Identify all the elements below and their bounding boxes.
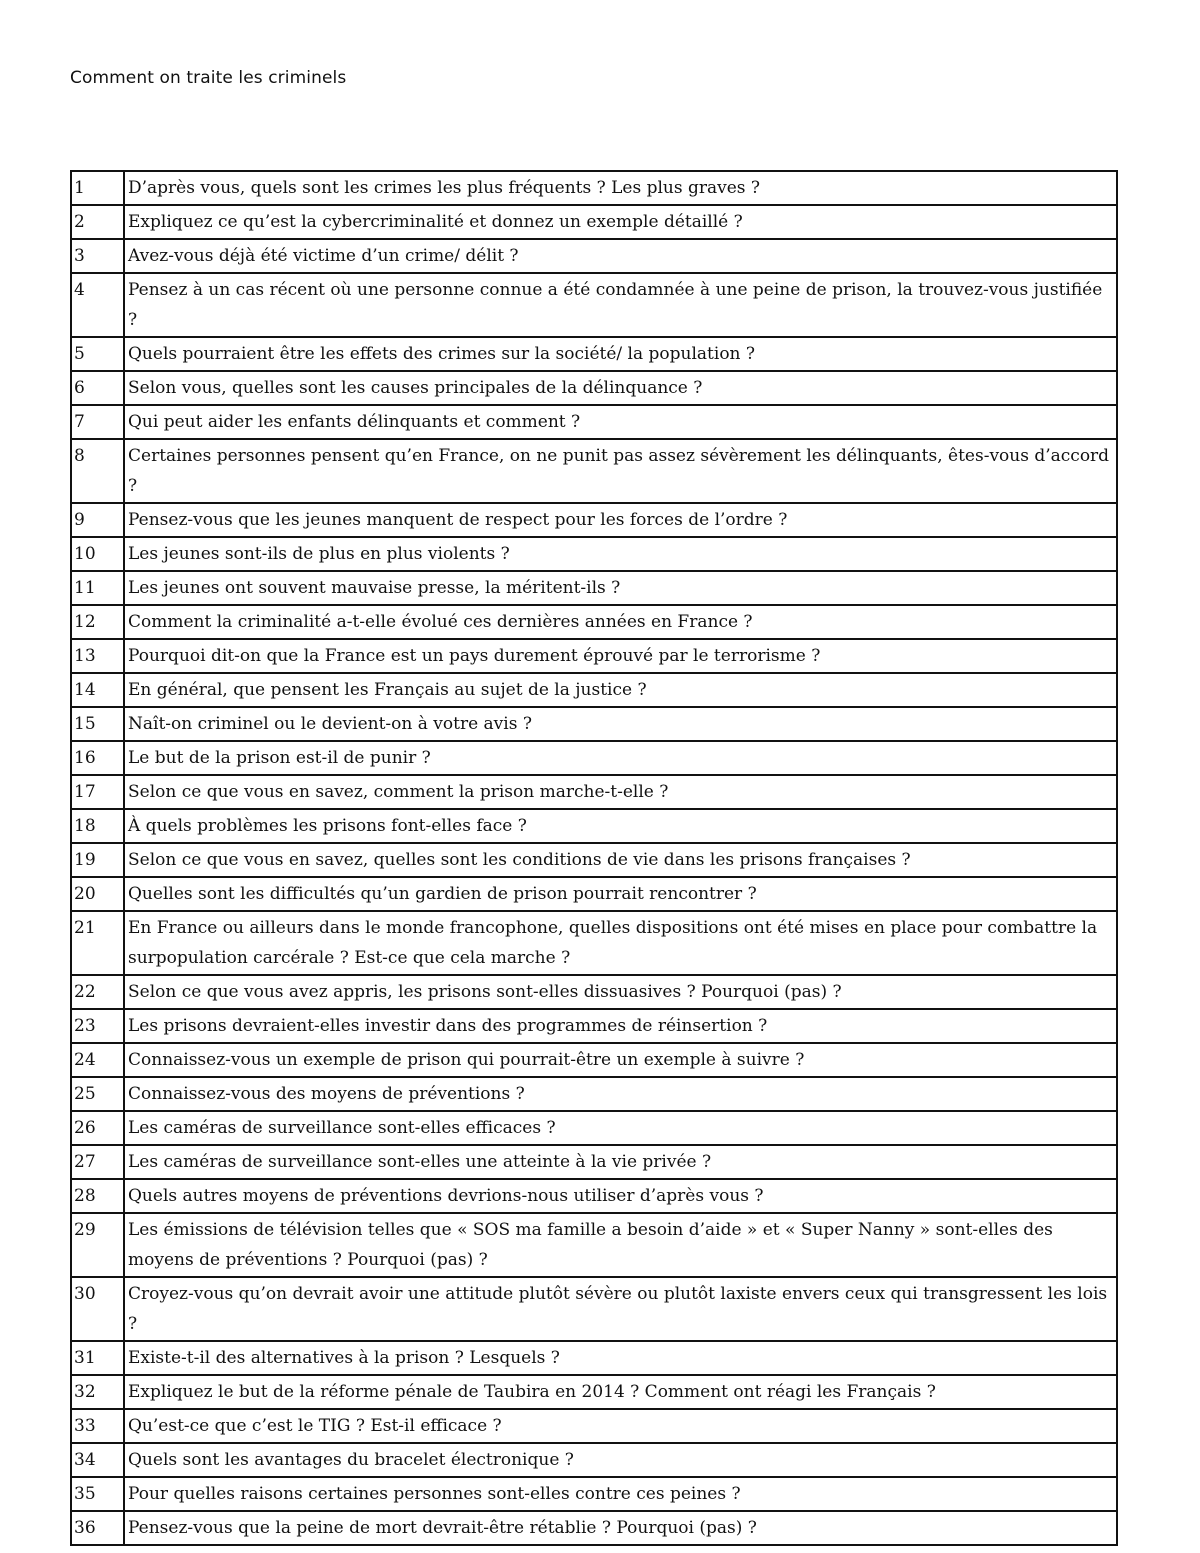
question-text: Pensez-vous que la peine de mort devrait-être rétablie ? Pourquoi (pas) ? — [124, 1511, 1117, 1545]
question-row — [71, 775, 1117, 809]
question-text: Selon ce que vous en savez, quelles sont les conditions de vie dans les prisons françaises ? — [124, 843, 1117, 877]
question-text: Selon ce que vous en savez, comment la prison marche-t-elle ? — [124, 775, 1117, 809]
question-number: 8 — [71, 439, 124, 503]
question-row — [71, 1277, 1117, 1341]
question-text: Comment la criminalité a-t-elle évolué ces dernières années en France ? — [124, 605, 1117, 639]
question-number: 19 — [71, 843, 124, 877]
question-row — [71, 1409, 1117, 1443]
question-text: Les émissions de télévision telles que « SOS ma famille a besoin d’aide » et « Super Nanny » sont-elles des moyens de préventions ? Pourquoi (pas) ? — [124, 1213, 1117, 1277]
question-number: 7 — [71, 405, 124, 439]
question-number: 11 — [71, 571, 124, 605]
question-row — [71, 673, 1117, 707]
question-text: À quels problèmes les prisons font-elles face ? — [124, 809, 1117, 843]
question-row — [71, 239, 1117, 273]
question-number: 1 — [71, 171, 124, 205]
question-number: 23 — [71, 1009, 124, 1043]
question-text: Les prisons devraient-elles investir dans des programmes de réinsertion ? — [124, 1009, 1117, 1043]
question-number: 36 — [71, 1511, 124, 1545]
question-row — [71, 975, 1117, 1009]
question-number: 17 — [71, 775, 124, 809]
question-number: 9 — [71, 503, 124, 537]
question-number: 13 — [71, 639, 124, 673]
question-row — [71, 439, 1117, 503]
question-text: Quels sont les avantages du bracelet électronique ? — [124, 1443, 1117, 1477]
question-text: Quels pourraient être les effets des crimes sur la société/ la population ? — [124, 337, 1117, 371]
question-number: 18 — [71, 809, 124, 843]
question-number: 28 — [71, 1179, 124, 1213]
question-row — [71, 911, 1117, 975]
question-number: 15 — [71, 707, 124, 741]
question-text: Selon vous, quelles sont les causes principales de la délinquance ? — [124, 371, 1117, 405]
question-number: 26 — [71, 1111, 124, 1145]
question-text: Les jeunes ont souvent mauvaise presse, la méritent-ils ? — [124, 571, 1117, 605]
question-text: Le but de la prison est-il de punir ? — [124, 741, 1117, 775]
question-row — [71, 877, 1117, 911]
question-number: 21 — [71, 911, 124, 975]
question-row — [71, 205, 1117, 239]
question-row — [71, 1375, 1117, 1409]
question-text: Certaines personnes pensent qu’en France, on ne punit pas assez sévèrement les délinquants, êtes-vous d’accord ? — [124, 439, 1117, 503]
question-text: Expliquez le but de la réforme pénale de Taubira en 2014 ? Comment ont réagi les Français ? — [124, 1375, 1117, 1409]
question-text: Les caméras de surveillance sont-elles une atteinte à la vie privée ? — [124, 1145, 1117, 1179]
question-number: 24 — [71, 1043, 124, 1077]
question-text: En général, que pensent les Français au sujet de la justice ? — [124, 673, 1117, 707]
question-row — [71, 707, 1117, 741]
question-row — [71, 171, 1117, 205]
questions-table-body — [71, 171, 1117, 1545]
question-number: 35 — [71, 1477, 124, 1511]
question-text: Qui peut aider les enfants délinquants et comment ? — [124, 405, 1117, 439]
question-row — [71, 843, 1117, 877]
document-title: Comment on traite les criminels — [70, 68, 347, 88]
question-row — [71, 537, 1117, 571]
question-number: 33 — [71, 1409, 124, 1443]
question-number: 3 — [71, 239, 124, 273]
question-row — [71, 1077, 1117, 1111]
question-number: 12 — [71, 605, 124, 639]
question-row — [71, 1443, 1117, 1477]
question-text: Pensez-vous que les jeunes manquent de respect pour les forces de l’ordre ? — [124, 503, 1117, 537]
question-row — [71, 1043, 1117, 1077]
question-text: Selon ce que vous avez appris, les prisons sont-elles dissuasives ? Pourquoi (pas) ? — [124, 975, 1117, 1009]
question-row — [71, 1179, 1117, 1213]
question-number: 30 — [71, 1277, 124, 1341]
questions-table — [70, 170, 1118, 1546]
question-number: 16 — [71, 741, 124, 775]
question-text: Existe-t-il des alternatives à la prison ? Lesquels ? — [124, 1341, 1117, 1375]
question-row — [71, 1511, 1117, 1545]
question-text: Expliquez ce qu’est la cybercriminalité et donnez un exemple détaillé ? — [124, 205, 1117, 239]
question-text: Connaissez-vous des moyens de préventions ? — [124, 1077, 1117, 1111]
question-text: Les jeunes sont-ils de plus en plus violents ? — [124, 537, 1117, 571]
question-number: 22 — [71, 975, 124, 1009]
question-number: 2 — [71, 205, 124, 239]
question-number: 4 — [71, 273, 124, 337]
question-text: D’après vous, quels sont les crimes les plus fréquents ? Les plus graves ? — [124, 171, 1117, 205]
question-number: 31 — [71, 1341, 124, 1375]
question-text: Pour quelles raisons certaines personnes sont-elles contre ces peines ? — [124, 1477, 1117, 1511]
question-text: Croyez-vous qu’on devrait avoir une attitude plutôt sévère ou plutôt laxiste envers ceux qui transgressent les lois ? — [124, 1277, 1117, 1341]
question-row — [71, 337, 1117, 371]
question-number: 27 — [71, 1145, 124, 1179]
question-number: 29 — [71, 1213, 124, 1277]
question-row — [71, 1213, 1117, 1277]
question-number: 34 — [71, 1443, 124, 1477]
question-text: Quelles sont les difficultés qu’un gardien de prison pourrait rencontrer ? — [124, 877, 1117, 911]
question-text: Connaissez-vous un exemple de prison qui pourrait-être un exemple à suivre ? — [124, 1043, 1117, 1077]
question-text: Avez-vous déjà été victime d’un crime/ délit ? — [124, 239, 1117, 273]
question-row — [71, 809, 1117, 843]
question-number: 6 — [71, 371, 124, 405]
question-row — [71, 503, 1117, 537]
question-row — [71, 1341, 1117, 1375]
question-number: 14 — [71, 673, 124, 707]
question-text: Quels autres moyens de préventions devrions-nous utiliser d’après vous ? — [124, 1179, 1117, 1213]
question-text: En France ou ailleurs dans le monde francophone, quelles dispositions ont été mises en place pour combattre la surpopulation carcérale ? Est-ce que cela marche ? — [124, 911, 1117, 975]
question-row — [71, 405, 1117, 439]
question-number: 20 — [71, 877, 124, 911]
question-number: 32 — [71, 1375, 124, 1409]
question-row — [71, 1009, 1117, 1043]
question-row — [71, 571, 1117, 605]
question-text: Les caméras de surveillance sont-elles efficaces ? — [124, 1111, 1117, 1145]
question-row — [71, 1145, 1117, 1179]
question-row — [71, 273, 1117, 337]
question-text: Naît-on criminel ou le devient-on à votre avis ? — [124, 707, 1117, 741]
question-row — [71, 1477, 1117, 1511]
question-row — [71, 639, 1117, 673]
question-text: Qu’est-ce que c’est le TIG ? Est-il efficace ? — [124, 1409, 1117, 1443]
question-number: 5 — [71, 337, 124, 371]
question-row — [71, 371, 1117, 405]
question-row — [71, 1111, 1117, 1145]
question-row — [71, 605, 1117, 639]
question-text: Pensez à un cas récent où une personne connue a été condamnée à une peine de prison, la trouvez-vous justifiée ? — [124, 273, 1117, 337]
question-row — [71, 741, 1117, 775]
question-number: 10 — [71, 537, 124, 571]
question-text: Pourquoi dit-on que la France est un pays durement éprouvé par le terrorisme ? — [124, 639, 1117, 673]
question-number: 25 — [71, 1077, 124, 1111]
